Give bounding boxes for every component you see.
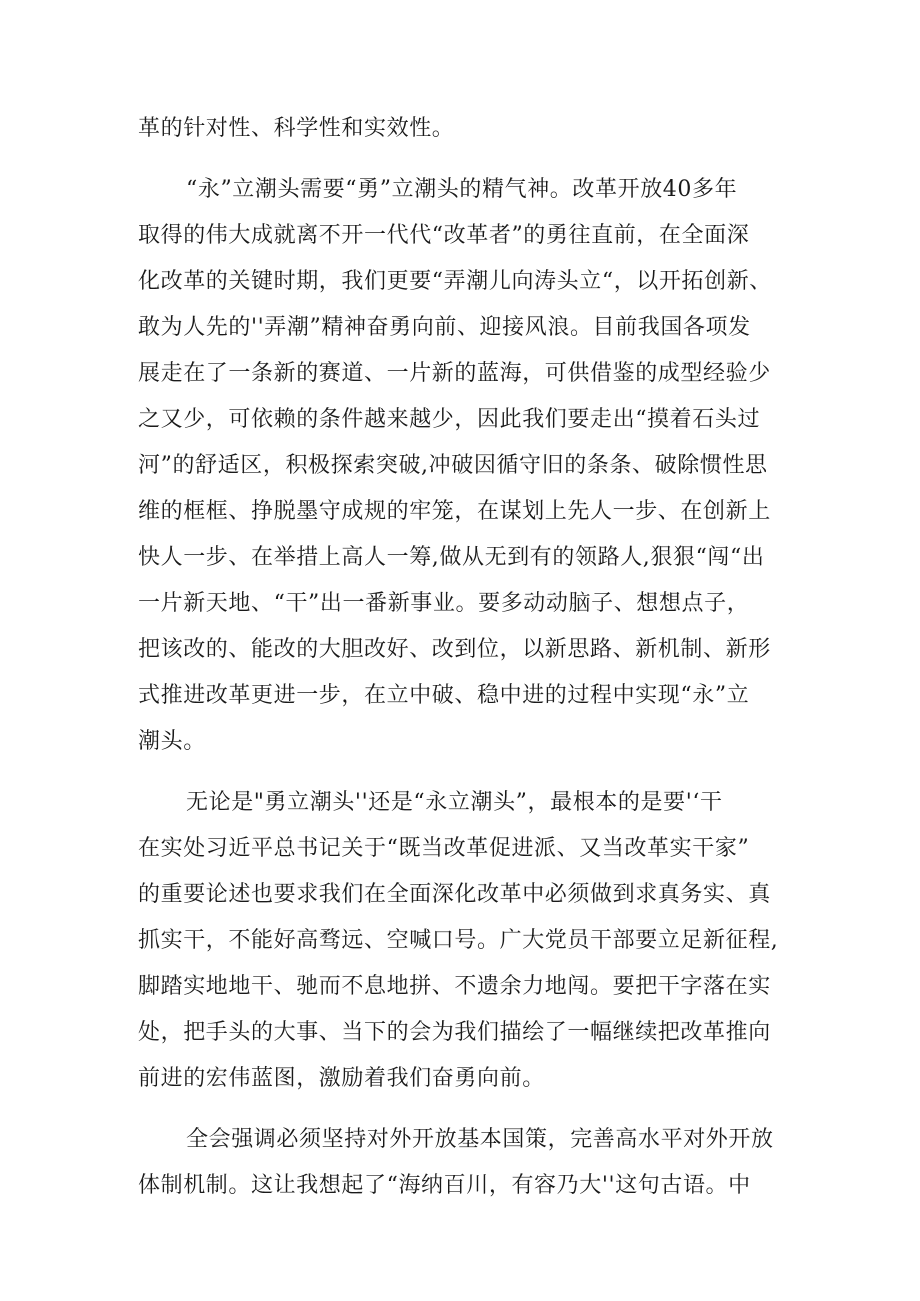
paragraph-4-line-2: 体制机制。这让我想起了“海纳百川，有容乃大''这句古语。中: [138, 1173, 751, 1198]
paragraph-2-line-6: 之又少，可依赖的条件越来越少，因此我们要走出“摸着石头过: [138, 407, 761, 432]
paragraph-2-line-1: “永”立潮头需要“勇”立潮头的精气神。改革开放40多年: [186, 177, 738, 202]
paragraph-2-line-11: 把该改的、能改的大胆改好、改到位，以新思路、新机制、新形: [138, 637, 771, 662]
paragraph-2-line-7: 河”的舒适区，积极探索突破,冲破因循守旧的条条、破除惯性思: [138, 453, 768, 478]
paragraph-3-line-3: 的重要论述也要求我们在全面深化改革中必须做到求真务实、真: [138, 882, 771, 907]
paragraph-3-line-2: 在实处习近平总书记关于“既当改革促进派、又当改革实干家”: [138, 836, 750, 861]
paragraph-3-line-5: 脚踏实地地干、驰而不息地拼、不遗余力地闯。要把干字落在实: [138, 974, 771, 999]
paragraph-2-line-9: 快人一步、在举措上高人一筹,做从无到有的领路人,狠狠“闯“出: [138, 545, 765, 570]
paragraph-4-line-1: 全会强调必须坚持对外开放基本国策，完善高水平对外开放: [186, 1127, 774, 1152]
paragraph-2-line-10: 一片新天地、“干”出一番新事业。要多动动脑子、想想点子，: [138, 591, 750, 616]
paragraph-2-line-3: 化改革的关键时期，我们更要“弄潮儿向涛头立“，以开拓创新、: [138, 269, 772, 294]
paragraph-2-line-5: 展走在了一条新的赛道、一片新的蓝海，可供借鉴的成型经验少: [138, 361, 771, 386]
paragraph-3-line-1: 无论是"勇立潮头''还是“永立潮头”，最根本的是要'‘干: [186, 790, 723, 815]
paragraph-3-line-7: 前进的宏伟蓝图，激励着我们奋勇向前。: [138, 1066, 545, 1091]
paragraph-2-line-4: 敢为人先的''弄潮”精神奋勇向前、迎接风浪。目前我国各项发: [138, 315, 751, 340]
paragraph-3-line-6: 处，把手头的大事、当下的会为我们描绘了一幅继续把改革推向: [138, 1020, 771, 1045]
paragraph-1-line-1: 革的针对性、科学性和实效性。: [138, 116, 455, 141]
paragraph-2-line-8: 维的框框、挣脱墨守成规的牢笼，在谋划上先人一步、在创新上: [138, 499, 771, 524]
paragraph-2-line-12: 式推进改革更进一步，在立中破、稳中进的过程中实现“永”立: [138, 683, 750, 708]
paragraph-2-line-2: 取得的伟大成就离不开一代代“改革者”的勇往直前，在全面深: [138, 223, 750, 248]
paragraph-3-line-4: 抓实干，不能好高骛远、空喊口号。广大党员干部要立足新征程,: [138, 928, 779, 953]
paragraph-2-line-13: 潮头。: [138, 729, 206, 754]
